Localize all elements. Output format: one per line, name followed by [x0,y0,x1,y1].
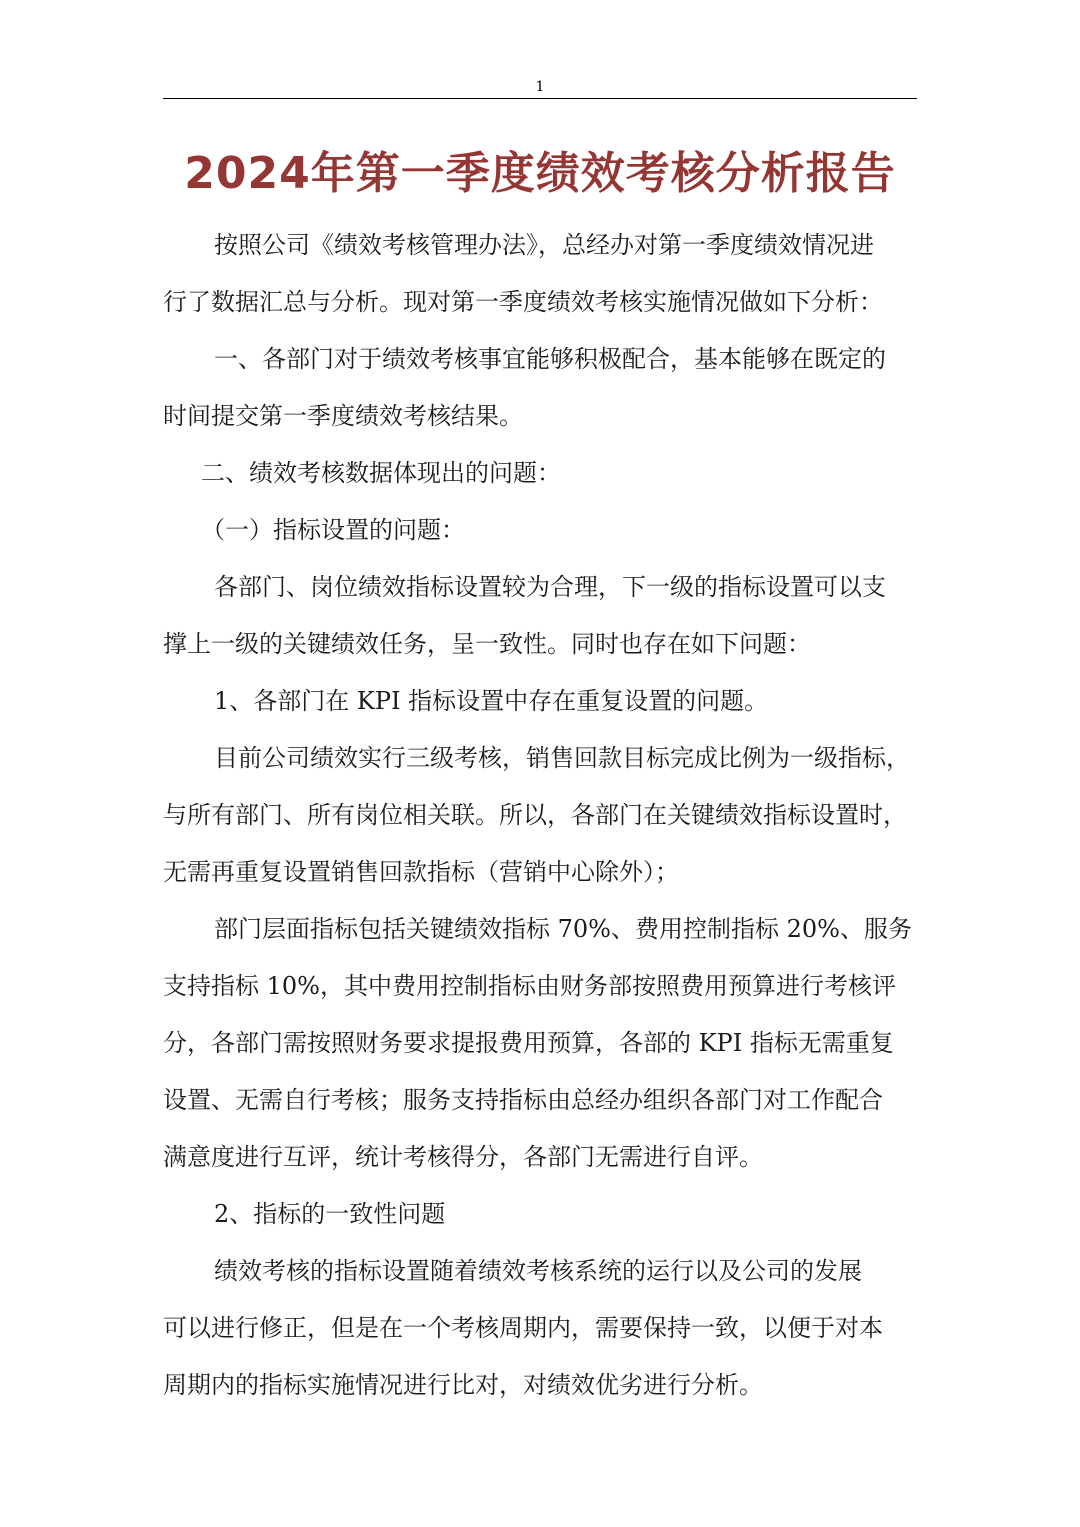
text-line: 行了数据汇总与分析。现对第一季度绩效考核实施情况做如下分析： [163,288,883,316]
paragraph [163,1243,919,1414]
paragraph [163,730,919,901]
paragraph [163,559,919,673]
text-line: 1、各部门在 KPI 指标设置中存在重复设置的问题。 [214,687,769,715]
numbered-item [163,1186,919,1243]
text-line: 支持指标 10%，其中费用控制指标由财务部按照费用预算进行考核评 [163,972,896,1000]
text-line: 无需再重复设置销售回款指标（营销中心除外）； [163,858,679,886]
paragraph [163,901,919,1186]
text-line: 时间提交第一季度绩效考核结果。 [163,402,523,430]
text-line: 2、指标的一致性问题 [214,1200,446,1228]
text-line: 周期内的指标实施情况进行比对，对绩效优劣进行分析。 [163,1371,763,1399]
text-line: 设置、无需自行考核；服务支持指标由总经办组织各部门对工作配合 [163,1086,883,1114]
text-line: 按照公司《绩效考核管理办法》，总经办对第一季度绩效情况进 [214,231,874,259]
document-body [163,217,919,1414]
text-line: 与所有部门、所有岗位相关联。所以，各部门在关键绩效指标设置时， [163,801,907,829]
text-line: 目前公司绩效实行三级考核，销售回款目标完成比例为一级指标， [214,744,910,772]
text-line: 满意度进行互评，统计考核得分，各部门无需进行自评。 [163,1143,763,1171]
document-title: 2024年第一季度绩效考核分析报告 [184,148,896,199]
subsection-heading [163,502,919,559]
numbered-item [163,673,919,730]
text-line: 可以进行修正，但是在一个考核周期内，需要保持一致，以便于对本 [163,1314,883,1342]
paragraph [163,331,919,445]
text-line: 二、绩效考核数据体现出的问题： [201,459,561,487]
page-number: 1 [535,79,545,95]
text-line: 一、各部门对于绩效考核事宜能够积极配合，基本能够在既定的 [214,345,886,373]
text-line: 绩效考核的指标设置随着绩效考核系统的运行以及公司的发展 [214,1257,862,1285]
paragraph [163,217,919,331]
text-line: 分，各部门需按照财务要求提报费用预算，各部的 KPI 指标无需重复 [163,1029,894,1057]
text-line: 部门层面指标包括关键绩效指标 70%、费用控制指标 20%、服务 [214,915,912,943]
header-rule [163,98,917,99]
text-line: 各部门、岗位绩效指标设置较为合理，下一级的指标设置可以支 [214,573,886,601]
section-heading [163,445,919,502]
text-line: 撑上一级的关键绩效任务，呈一致性。同时也存在如下问题： [163,630,811,658]
text-line: （一）指标设置的问题： [201,516,465,544]
